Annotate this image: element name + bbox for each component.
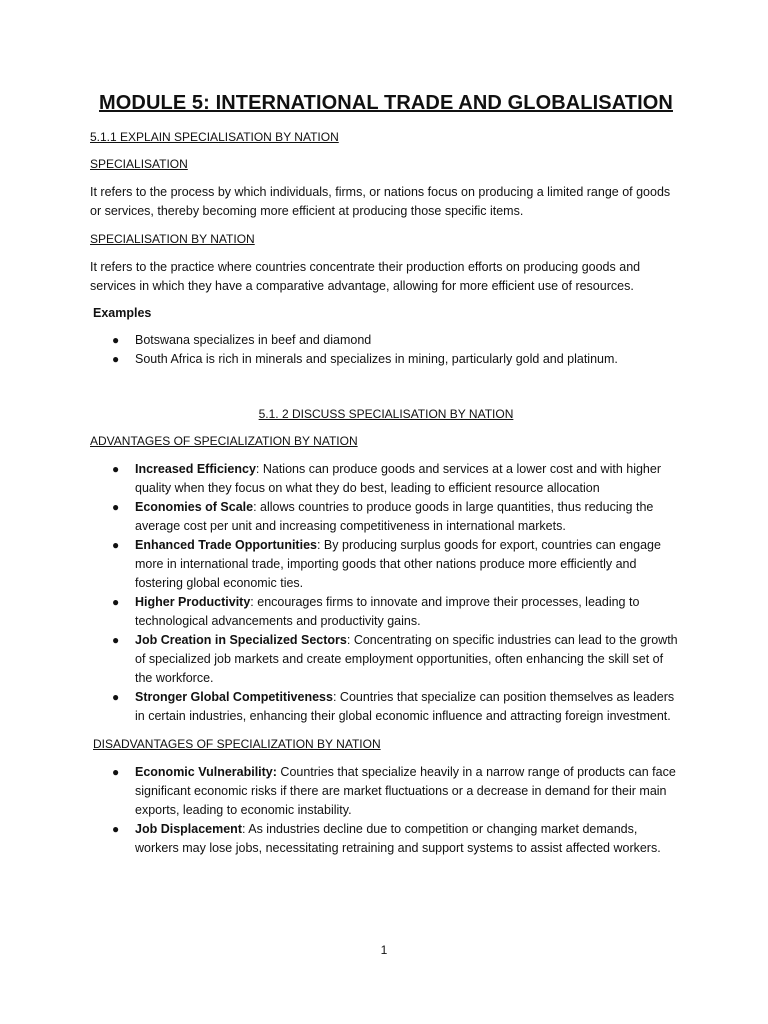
bullet-icon: ● [112, 538, 120, 552]
advantage-text: : Nations can produce goods and services at a lower cost and with higher quality when they focus on what they do best, leading to efficient resource allocation [135, 462, 661, 495]
bullet-icon: ● [112, 822, 120, 836]
disadvantage-term: Economic Vulnerability: [135, 765, 277, 779]
list-item [90, 631, 682, 688]
advantage-term: Job Creation in Specialized Sectors [135, 633, 347, 647]
example-text: Botswana specializes in beef and diamond [135, 333, 372, 347]
advantage-text: : encourages firms to innovate and improve their processes, leading to technological advancements and productivity gains. [135, 595, 640, 628]
disadvantage-term: Job Displacement [135, 822, 242, 836]
bullet-icon: ● [112, 352, 120, 366]
specialisation-heading: SPECIALISATION [90, 157, 188, 171]
bullet-icon: ● [112, 462, 120, 476]
list-item [90, 498, 682, 536]
disadvantages-heading: DISADVANTAGES OF SPECIALIZATION BY NATION [93, 737, 381, 751]
list-item [90, 763, 682, 820]
list-item [90, 331, 682, 350]
specialisation-definition: It refers to the process by which individuals, firms, or nations focus on producing a limited range of goods or services, thereby becoming more efficient at producing those specific items. [90, 185, 671, 218]
section-heading-5-1-2: 5.1. 2 DISCUSS SPECIALISATION BY NATION [258, 407, 514, 421]
advantages-list [90, 460, 682, 726]
bullet-icon: ● [112, 633, 120, 647]
advantage-term: Stronger Global Competitiveness [135, 690, 333, 704]
bullet-icon: ● [112, 765, 120, 779]
bullet-icon: ● [112, 333, 120, 347]
advantage-term: Higher Productivity [135, 595, 251, 609]
disadvantages-list [90, 763, 682, 858]
examples-list [90, 331, 682, 369]
bullet-icon: ● [112, 500, 120, 514]
advantage-term: Increased Efficiency [135, 462, 256, 476]
advantage-text: : allows countries to produce goods in large quantities, thus reducing the average cost per unit and increasing competitiveness in international markets. [135, 500, 654, 533]
bullet-icon: ● [112, 690, 120, 704]
page-number: 1 [380, 943, 388, 957]
examples-label: Examples [93, 306, 152, 320]
list-item [90, 688, 682, 726]
bullet-icon: ● [112, 595, 120, 609]
by-nation-heading: SPECIALISATION BY NATION [90, 232, 255, 246]
disadvantage-text: Countries that specialize heavily in a narrow range of products can face significant economic risks if there are market fluctuations or a decrease in demand for their main exports, leading to economic instability. [135, 765, 676, 817]
by-nation-definition: It refers to the practice where countries concentrate their production efforts on producing goods and services in which they have a comparative advantage, allowing for more efficient use of resources. [90, 260, 641, 293]
list-item [90, 350, 682, 369]
advantage-term: Economies of Scale [135, 500, 254, 514]
advantage-term: Enhanced Trade Opportunities [135, 538, 317, 552]
example-text: South Africa is rich in minerals and specializes in mining, particularly gold and platinum. [135, 352, 618, 366]
advantage-text: : Concentrating on specific industries can lead to the growth of specialized job markets and create employment opportunities, often enhancing the skill set of the workforce. [135, 633, 678, 685]
section-heading-5-1-1: 5.1.1 EXPLAIN SPECIALISATION BY NATION [90, 130, 339, 144]
list-item [90, 460, 682, 498]
list-item [90, 536, 682, 593]
disadvantage-text: : As industries decline due to competition or changing market demands, workers may lose jobs, necessitating retraining and support systems to assist affected workers. [135, 822, 661, 855]
advantage-text: : Countries that specialize can position themselves as leaders in certain industries, enhancing their global economic influence and attracting foreign investment. [135, 690, 675, 723]
page-title: MODULE 5: INTERNATIONAL TRADE AND GLOBALISATION [99, 92, 673, 114]
advantage-text: : By producing surplus goods for export, countries can engage more in international trade, importing goods that other nations produce more efficiently and fostering global economic ties. [135, 538, 661, 590]
list-item [90, 820, 682, 858]
advantages-heading: ADVANTAGES OF SPECIALIZATION BY NATION [90, 434, 358, 448]
document-page [90, 92, 682, 868]
list-item [90, 593, 682, 631]
